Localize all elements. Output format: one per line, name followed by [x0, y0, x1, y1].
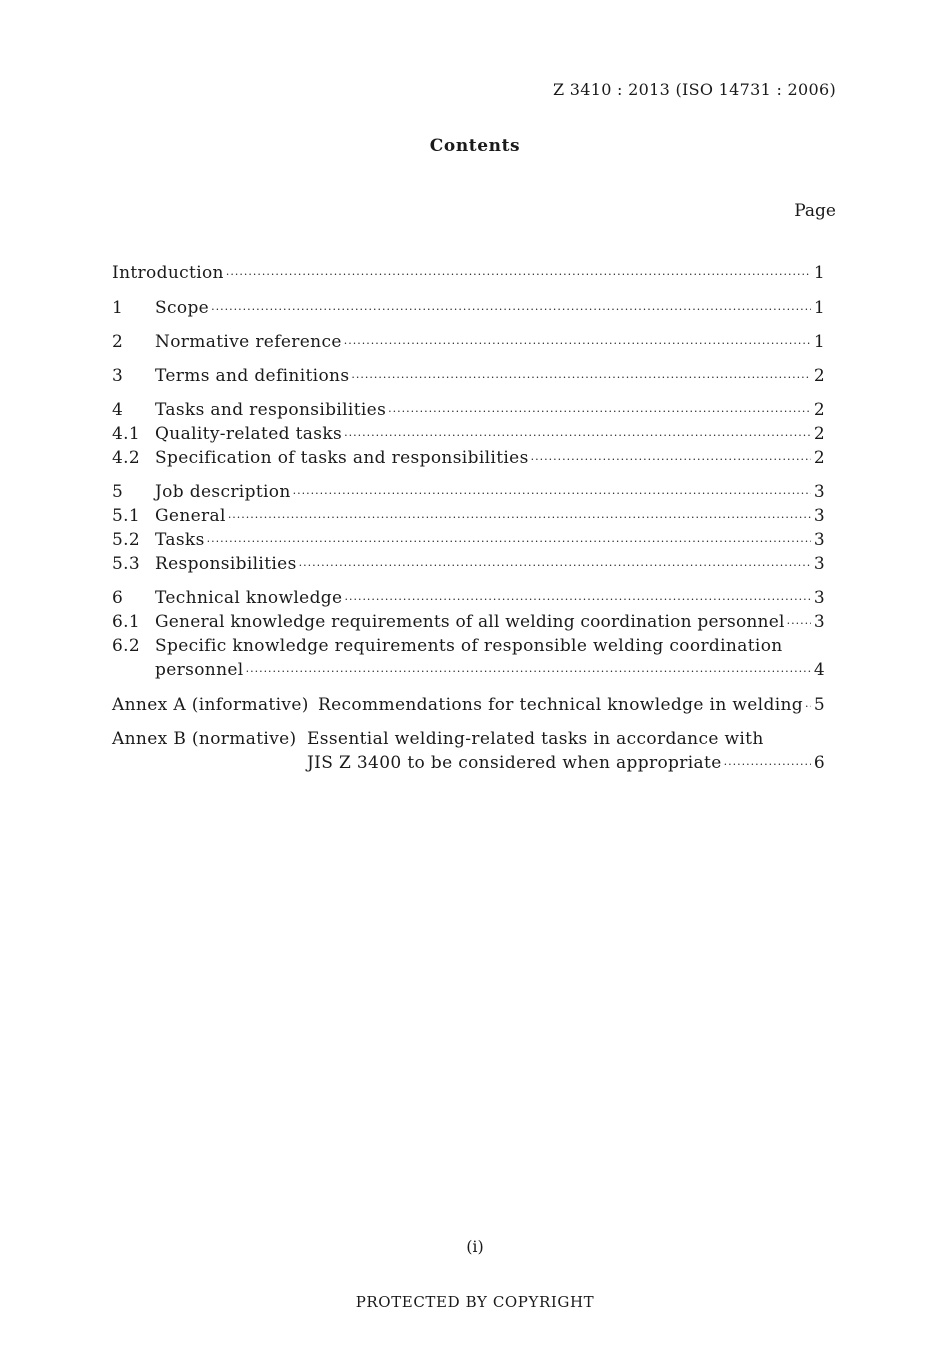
toc-entry-title: General — [155, 506, 226, 526]
dot-leader — [246, 665, 811, 678]
toc-entry-page: 2 — [813, 400, 825, 420]
toc-entry-page: 1 — [813, 263, 825, 283]
toc-entry-4[interactable] — [112, 400, 825, 424]
toc-entry-number: 5.2 — [112, 530, 141, 550]
toc-entry-page: 3 — [813, 554, 825, 574]
toc-entry-number: 1 — [112, 298, 124, 318]
dot-leader — [351, 371, 810, 384]
toc-entry-number: 5.3 — [112, 554, 141, 574]
toc-entry-number: 6.2 — [112, 636, 141, 656]
toc-entry-5-2[interactable] — [112, 530, 825, 554]
toc-entry-page: 5 — [813, 695, 825, 715]
dot-leader — [207, 535, 811, 548]
toc-entry-annex-b-continued[interactable] — [112, 753, 825, 777]
toc-entry-title: Introduction — [112, 263, 224, 283]
toc-entry-6-2[interactable] — [112, 636, 825, 660]
toc-entry-number: 3 — [112, 366, 124, 386]
toc-entry-introduction[interactable] — [112, 263, 825, 287]
toc-entry-6-2-continued[interactable] — [112, 660, 825, 684]
toc-entry-title-line1: Specific knowledge requirements of responsible welding coordination — [155, 636, 783, 656]
toc-entry-number: 4 — [112, 400, 124, 420]
copyright-notice: PROTECTED BY COPYRIGHT — [355, 1293, 595, 1311]
toc-entry-title: Quality-related tasks — [155, 424, 343, 444]
toc-entry-page: 3 — [813, 506, 825, 526]
page-column-label: Page — [794, 201, 836, 221]
toc-entry-6[interactable] — [112, 588, 825, 612]
toc-entry-page: 2 — [813, 366, 825, 386]
dot-leader — [388, 405, 811, 418]
toc-entry-number: 5 — [112, 482, 124, 502]
toc-entry-5-3[interactable] — [112, 554, 825, 578]
dot-leader — [293, 487, 811, 500]
toc-entry-page: 3 — [813, 530, 825, 550]
toc-entry-number: 5.1 — [112, 506, 141, 526]
toc-entry-5[interactable] — [112, 482, 825, 506]
toc-entry-title: Recommendations for technical knowledge in welding — [318, 695, 804, 715]
toc-entry-annex-b[interactable] — [112, 729, 825, 753]
dot-leader — [805, 700, 811, 713]
dot-leader — [724, 758, 811, 771]
toc-entry-title-line1: Essential welding-related tasks in accordance with — [307, 729, 764, 749]
toc-entry-title: Specification of tasks and responsibilities — [155, 448, 529, 468]
toc-entry-title: General knowledge requirements of all welding coordination personnel — [155, 612, 785, 632]
dot-leader — [344, 337, 811, 350]
toc-entry-annex-a[interactable] — [112, 695, 825, 719]
dot-leader — [299, 559, 811, 572]
toc-entry-page: 1 — [813, 332, 825, 352]
dot-leader — [228, 511, 811, 524]
page-number: (i) — [466, 1237, 484, 1256]
toc-entry-4-2[interactable] — [112, 448, 825, 472]
toc-entry-number: 4.1 — [112, 424, 141, 444]
toc-entry-2[interactable] — [112, 332, 825, 356]
dot-leader — [344, 429, 811, 442]
toc-entry-1[interactable] — [112, 298, 825, 322]
toc-entry-number: 6 — [112, 588, 124, 608]
toc-entry-title-line2: JIS Z 3400 to be considered when appropriate — [307, 753, 722, 773]
toc-entry-3[interactable] — [112, 366, 825, 390]
toc-entry-page: 4 — [813, 660, 825, 680]
toc-entry-title: Terms and definitions — [155, 366, 350, 386]
toc-entry-title: Responsibilities — [155, 554, 297, 574]
toc-entry-title: Job description — [155, 482, 291, 502]
toc-entry-number: 2 — [112, 332, 124, 352]
toc-entry-page: 3 — [813, 612, 825, 632]
toc-entry-title: Technical knowledge — [155, 588, 343, 608]
toc-entry-title: Scope — [155, 298, 210, 318]
dot-leader — [531, 453, 811, 466]
toc-entry-page: 3 — [813, 588, 825, 608]
toc-entry-page: 1 — [813, 298, 825, 318]
toc-entry-page: 2 — [813, 448, 825, 468]
toc-entry-6-1[interactable] — [112, 612, 825, 636]
toc-entry-page: 2 — [813, 424, 825, 444]
toc-entry-number: 6.1 — [112, 612, 141, 632]
toc-entry-page: 3 — [813, 482, 825, 502]
annex-label: Annex B (normative) — [112, 729, 297, 749]
dot-leader — [226, 268, 811, 281]
dot-leader — [211, 303, 811, 316]
annex-label: Annex A (informative) — [112, 695, 309, 715]
toc-entry-title: Tasks — [155, 530, 205, 550]
toc-entry-title: Normative reference — [155, 332, 342, 352]
toc-entry-page: 6 — [813, 753, 825, 773]
page-title: Contents — [429, 136, 521, 156]
dot-leader — [344, 593, 810, 606]
toc-entry-title: Tasks and responsibilities — [155, 400, 387, 420]
toc-entry-number: 4.2 — [112, 448, 141, 468]
standard-identifier: Z 3410 : 2013 (ISO 14731 : 2006) — [552, 80, 836, 99]
dot-leader — [787, 617, 811, 630]
toc-entry-title-line2: personnel — [155, 660, 244, 680]
toc-entry-4-1[interactable] — [112, 424, 825, 448]
toc-entry-5-1[interactable] — [112, 506, 825, 530]
